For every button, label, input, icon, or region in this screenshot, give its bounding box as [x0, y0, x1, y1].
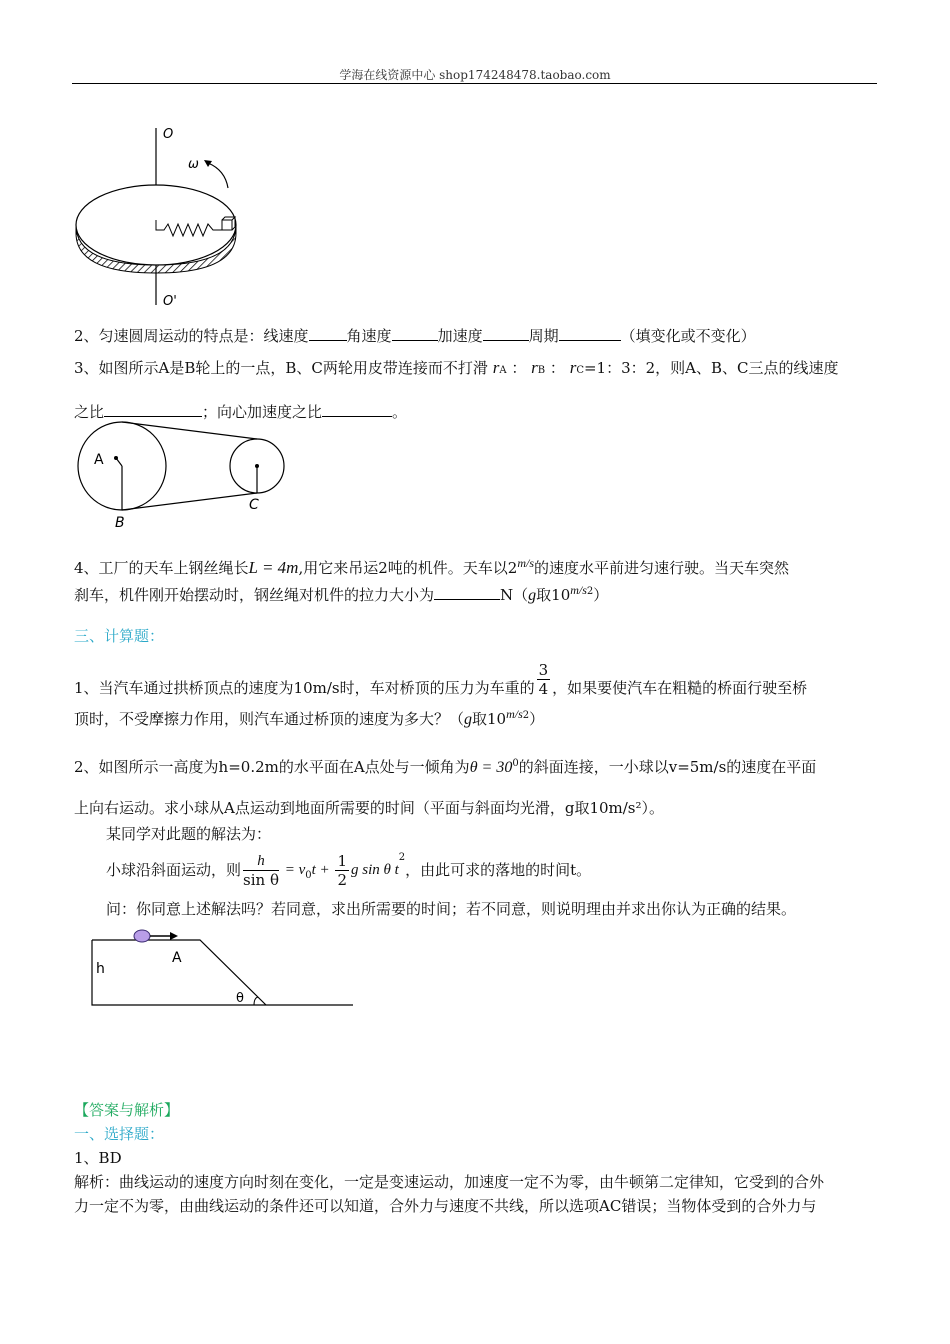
fraction-h-over-sin: $\frac{h}{\text{sin θ}}$ [243, 852, 279, 889]
label-omega: ω [188, 157, 199, 172]
question-3-line1: 3、如图所示A是B轮上的一点，B、C两轮用皮带连接而不打滑 rA ： rB ： rC=1：3：2，则A、B、C三点的线速度 [74, 358, 839, 377]
calc-2-line2: 上向右运动。求小球从A点运动到地面所需要的时间（平面与斜面均光滑，g取10m/s²）。 [74, 799, 665, 817]
explanation-line1: 解析：曲线运动的速度方向时刻在变化，一定是变速运动，加速度一定不为零，由牛顿第二定律知，它受到的合外 [74, 1173, 825, 1191]
header-rule [72, 83, 877, 84]
blank-acceleration-ratio[interactable] [322, 402, 392, 417]
answers-section-1: 一、选择题： [74, 1125, 165, 1143]
blank-period[interactable] [559, 326, 621, 341]
label-A: A [94, 452, 104, 468]
blank-acceleration[interactable] [483, 326, 529, 341]
belt-wheels-figure [74, 418, 294, 533]
fraction-three-quarters: $\frac{3}{4}$ [538, 661, 549, 698]
page-header: 学海在线资源中心 shop174248478.taobao.com [339, 68, 611, 82]
calc-2-line4: 小球沿斜面运动，则 $\frac{h}{\text{sin θ}}$ = $v_0t$ + $\frac{1}{2}$ g sin θ $t^2$，由此可求的落地的时间t。 [106, 851, 592, 889]
label-O-bottom: O' [163, 294, 177, 309]
calc-2-line5: 问：你同意上述解法吗？若同意，求出所需要的时间；若不同意，则说明理由并求出你认为正确的结果。 [106, 900, 797, 918]
calc-1-line2: 顶时，不受摩擦力作用，则汽车通过桥顶的速度为多大？（g取$10^{m/s2}$） [74, 707, 545, 728]
question-3-line2: 之比 ；向心加速度之比 。 [74, 403, 408, 421]
blank-velocity-ratio[interactable] [104, 402, 202, 417]
label-O-top: O [163, 127, 174, 142]
calc-1-line1: 1、当汽车通过拱桥顶点的速度为10m/s时，车对桥顶的压力为车重的 $\frac{3}{4}$ ，如果要使汽车在粗糙的桥面行驶至桥 [74, 661, 808, 698]
label-h: h [96, 961, 105, 977]
answer-1: 1、BD [74, 1149, 122, 1167]
calc-2-line3: 某同学对此题的解法为： [106, 825, 272, 843]
blank-linear-velocity[interactable] [309, 326, 347, 341]
label-theta: θ [236, 991, 244, 1006]
blank-tension[interactable] [434, 585, 500, 600]
label-C: C [249, 497, 259, 513]
explanation-line2: 力一定不为零，由曲线运动的条件还可以知道，合外力与速度不共线，所以选项AC错误；当物体受到的合外力与 [74, 1197, 817, 1215]
answers-title: 【答案与解析】 [74, 1101, 180, 1119]
label-A-incline: A [172, 950, 182, 966]
question-4-line1: 4、工厂的天车上钢丝绳长L = 4m,用它来吊运2吨的机件。天车以$2^{m/s}$的速度水平前进匀速行驶。当天车突然 [74, 556, 790, 577]
incline-figure [88, 925, 358, 1010]
rotating-disc-figure [70, 120, 250, 320]
label-B: B [115, 515, 125, 531]
question-2: 2、匀速圆周运动的特点是：线速度 角速度 加速度 周期 （填变化或不变化） [74, 327, 756, 345]
blank-angular-velocity[interactable] [392, 326, 438, 341]
fraction-one-half: $\frac{1}{2}$ [337, 851, 347, 889]
calc-2-line1: 2、如图所示一高度为h=0.2m的水平面在A点处与一倾角为$\theta = 30^0$的斜面连接，一小球以v=5m/s的速度在平面 [74, 758, 817, 776]
question-4-line2: 刹车，机件刚开始摆动时，钢丝绳对机件的拉力大小为 N（g取$10^{m/s2}$） [74, 583, 609, 604]
section-3-title: 三、计算题： [74, 627, 165, 645]
